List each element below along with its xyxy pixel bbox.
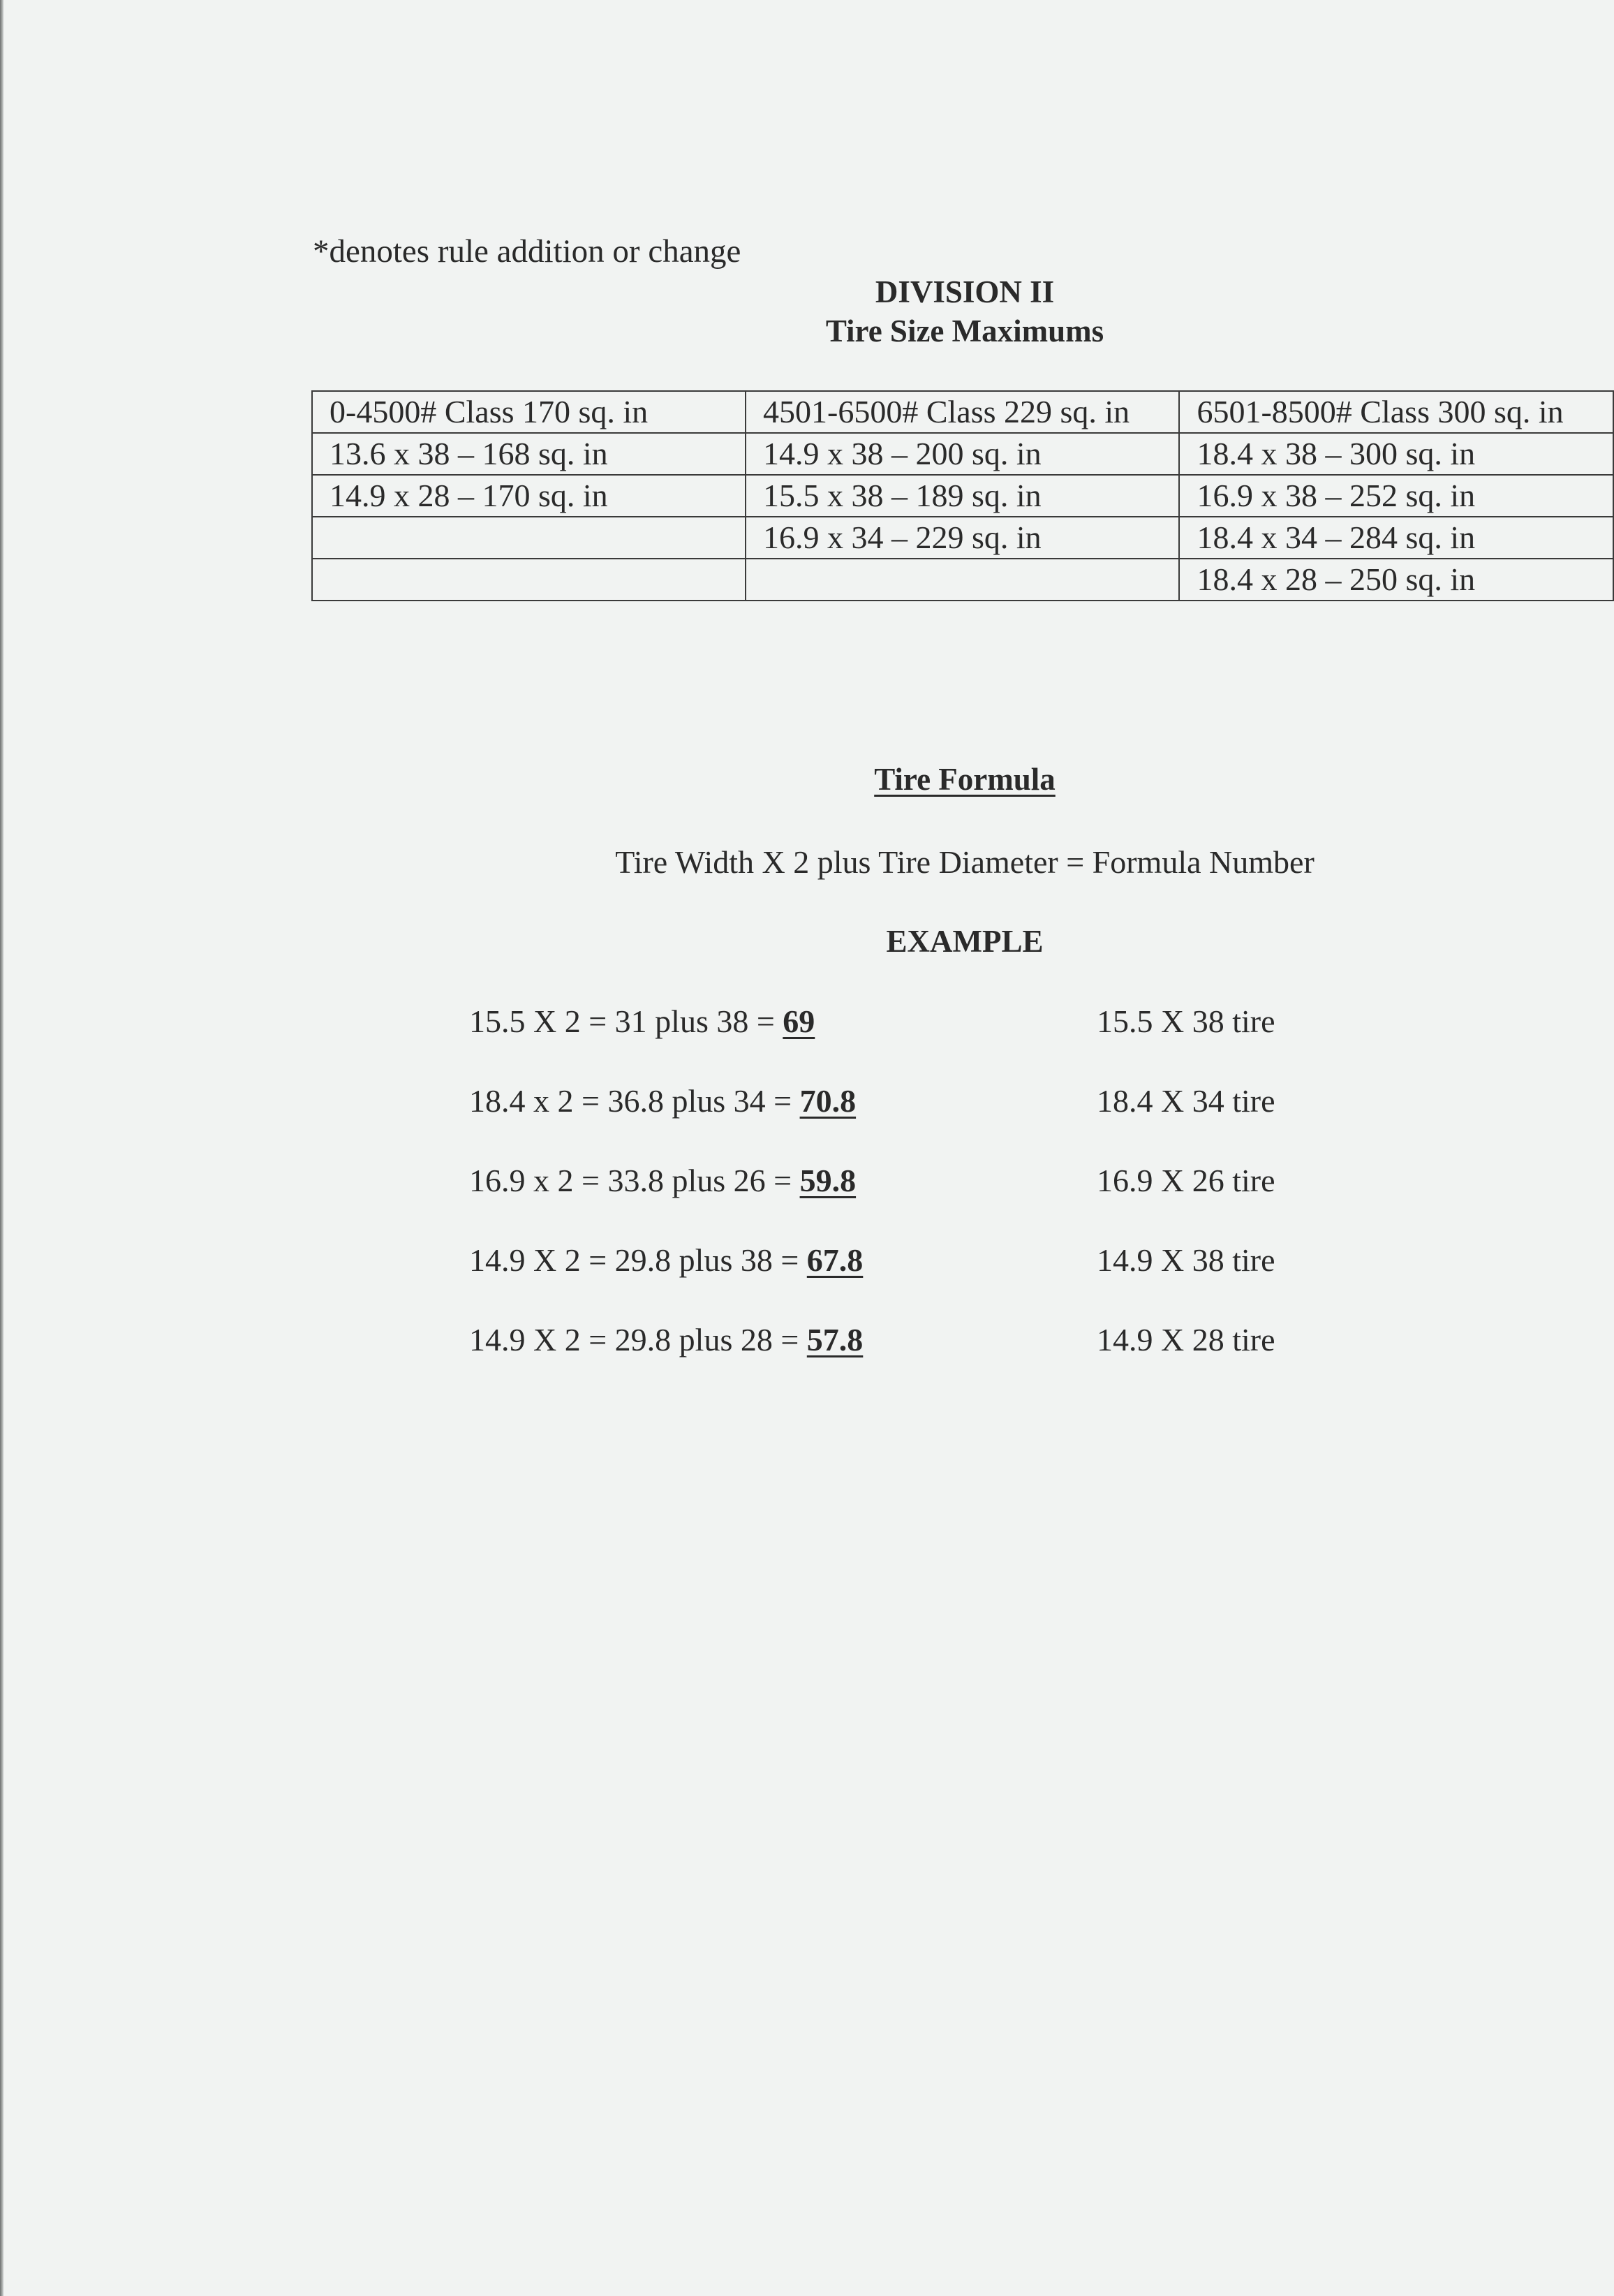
table-row: [312, 517, 1613, 559]
table-row: [312, 433, 1613, 475]
table-cell: 18.4 x 34 – 284 sq. in: [1179, 517, 1613, 559]
table-row: [312, 559, 1613, 601]
example-title: EXAMPLE: [886, 924, 1044, 959]
example-result: 67.8: [806, 1242, 864, 1278]
example-row: [0, 1081, 1614, 1123]
table-header-row: [312, 391, 1613, 433]
table-row: [312, 475, 1613, 517]
example-result: 59.8: [799, 1163, 857, 1198]
table-cell: 18.4 x 28 – 250 sq. in: [1179, 559, 1613, 601]
example-tire-size: 18.4 X 34 tire: [1097, 1083, 1275, 1119]
table-cell: 14.9 x 38 – 200 sq. in: [746, 433, 1179, 475]
table-cell: 16.9 x 38 – 252 sq. in: [1179, 475, 1613, 517]
example-calculation: [469, 1081, 856, 1121]
table-cell: 13.6 x 38 – 168 sq. in: [312, 433, 746, 475]
example-tire-size: 15.5 X 38 tire: [1097, 1003, 1275, 1039]
table-header-cell: 6501-8500# Class 300 sq. in: [1179, 391, 1613, 433]
table-cell: 15.5 x 38 – 189 sq. in: [746, 475, 1179, 517]
example-calculation: [469, 1161, 856, 1201]
example-result: 70.8: [799, 1083, 857, 1119]
division-title: DIVISION II: [875, 274, 1055, 309]
rule-change-note: *denotes rule addition or change: [313, 233, 741, 270]
table-title: Tire Size Maximums: [825, 314, 1104, 348]
example-calculation: [469, 1240, 863, 1281]
example-calc-text: 14.9 X 2 = 29.8 plus 38 =: [469, 1242, 807, 1278]
example-row: [0, 1001, 1614, 1043]
example-tire-size: 16.9 X 26 tire: [1097, 1163, 1275, 1198]
table-cell: 16.9 x 34 – 229 sq. in: [746, 517, 1179, 559]
example-result: 69: [783, 1003, 815, 1039]
example-row: [0, 1161, 1614, 1202]
example-row: [0, 1320, 1614, 1362]
example-tire-size: 14.9 X 38 tire: [1097, 1242, 1275, 1278]
example-row: [0, 1240, 1614, 1282]
example-calc-text: 15.5 X 2 = 31 plus 38 =: [469, 1003, 783, 1039]
tire-size-table: [311, 390, 1614, 601]
table-header-cell: 4501-6500# Class 229 sq. in: [746, 391, 1179, 433]
table-cell: [746, 559, 1179, 601]
table-cell: 18.4 x 38 – 300 sq. in: [1179, 433, 1613, 475]
example-calc-text: 18.4 x 2 = 36.8 plus 34 =: [469, 1083, 800, 1119]
formula-text: Tire Width X 2 plus Tire Diameter = Formula Number: [615, 844, 1315, 880]
table-cell: 14.9 x 28 – 170 sq. in: [312, 475, 746, 517]
table-header-cell: 0-4500# Class 170 sq. in: [312, 391, 746, 433]
table-cell: [312, 517, 746, 559]
table-cell: [312, 559, 746, 601]
formula-title-text: Tire Formula: [874, 762, 1056, 797]
example-calc-text: 16.9 x 2 = 33.8 plus 26 =: [469, 1163, 800, 1198]
formula-section-title: [0, 760, 1614, 799]
example-calc-text: 14.9 X 2 = 29.8 plus 28 =: [469, 1322, 807, 1357]
example-result: 57.8: [806, 1322, 864, 1357]
example-tire-size: 14.9 X 28 tire: [1097, 1322, 1275, 1357]
example-calculation: [469, 1001, 815, 1042]
example-calculation: [469, 1320, 863, 1360]
